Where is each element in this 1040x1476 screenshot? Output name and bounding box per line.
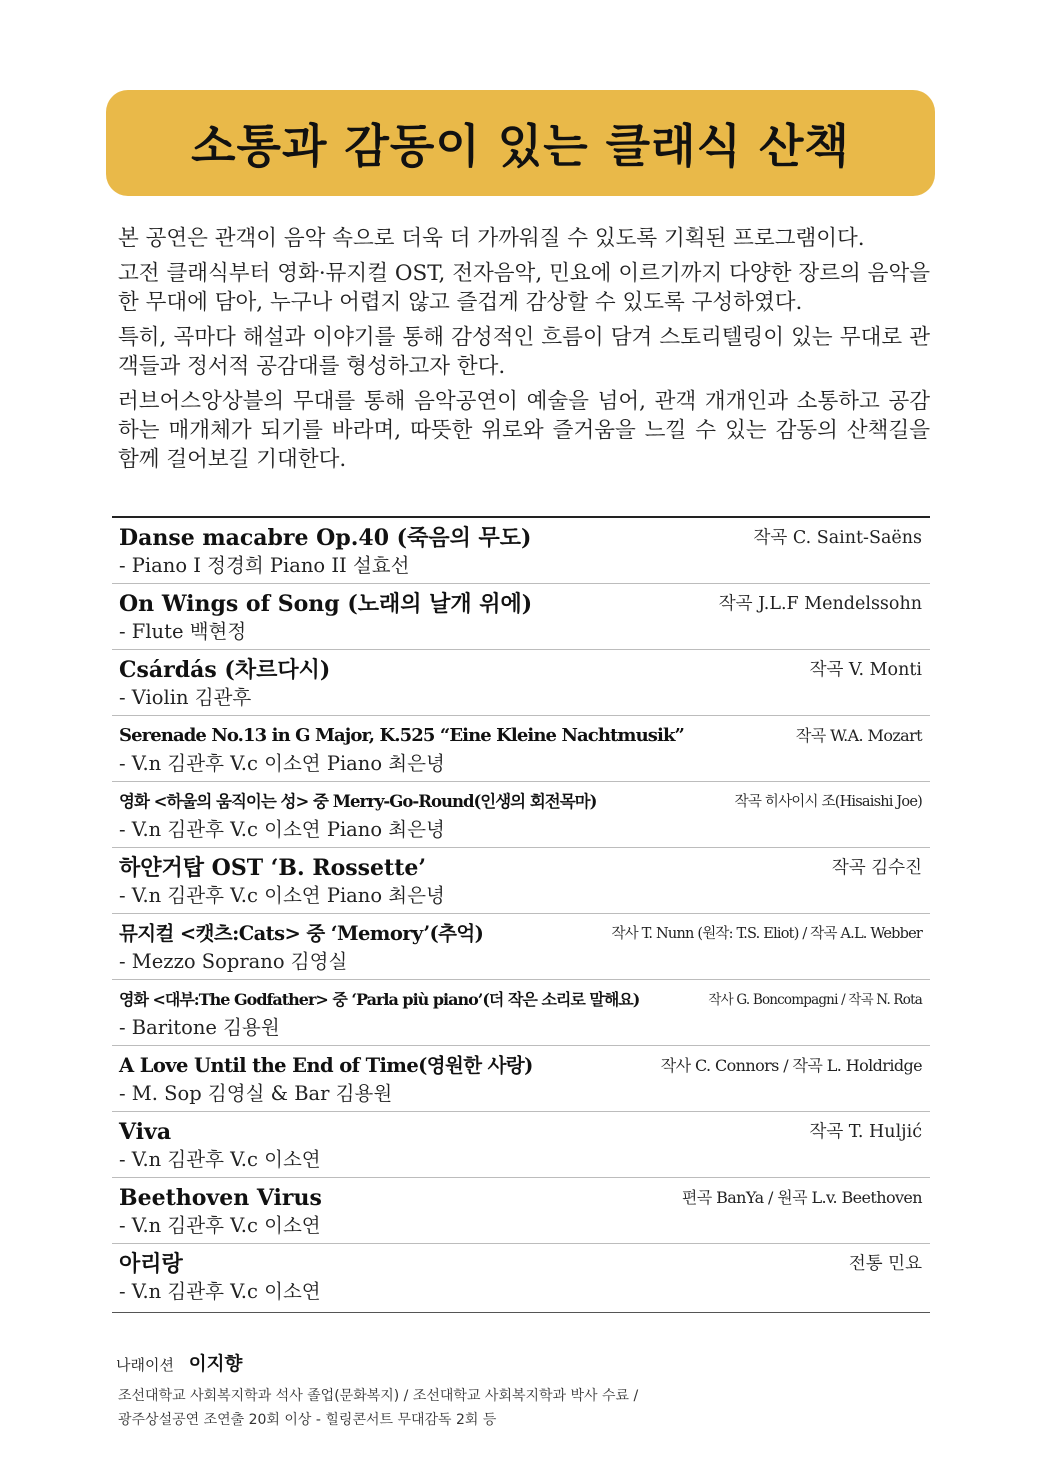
narrator-label: 나래이션 [116,1356,174,1374]
intro-paragraph-3: 특히, 곡마다 해설과 이야기를 통해 감성적인 흐름이 담겨 스토리텔링이 있는 무대로 관객들과 정서적 공감대를 형성하고자 한다. [118,325,930,379]
piece-performers: - V.n 김관후 V.c 이소연 [119,1280,321,1303]
piece-title: Csárdás (차르다시) [119,657,331,683]
page-title: 소통과 감동이 있는 클래식 산책 [191,119,850,173]
piece-performers: - Baritone 김용원 [119,1016,280,1039]
piece-performers: - Flute 백현정 [119,620,247,643]
piece-composer: 작사 G. Boncompagni / 작곡 N. Rota [708,992,922,1008]
narrator-heading [116,1350,931,1376]
program-list [112,516,930,1313]
piece-title: Beethoven Virus [119,1185,322,1211]
piece-composer: 작사 C. Connors / 작곡 L. Holdridge [660,1056,922,1075]
piece-composer: 작곡 히사이시 조(Hisaishi Joe) [734,794,922,810]
piece-title: 아리랑 [119,1251,183,1277]
piece-title: On Wings of Song (노래의 날개 위에) [119,591,533,617]
piece-performers: - V.n 김관후 V.c 이소연 Piano 최은녕 [119,884,445,907]
piece-composer: 작곡 T. Huljić [809,1122,922,1142]
program-item-danse-macabre [112,518,930,584]
piece-performers: - V.n 김관후 V.c 이소연 [119,1148,321,1171]
program-item-beethoven-virus [112,1178,930,1244]
piece-composer: 전통 민요 [848,1254,922,1274]
program-item-b-rossette [112,848,930,914]
piece-performers: - Piano I 정경희 Piano II 설효선 [119,554,410,577]
piece-composer: 작곡 W.A. Mozart [795,726,922,745]
narrator-bio [116,1384,931,1432]
program-item-merry-go-round [112,782,930,848]
piece-title: Viva [119,1119,172,1145]
piece-title: 영화 <대부:The Godfather> 중 ‘Parla più piano’(더 작은 소리로 말해요) [119,990,640,1009]
piece-title: A Love Until the End of Time(영원한 사랑) [119,1054,533,1077]
piece-composer: 작곡 C. Saint-Saëns [753,528,922,548]
piece-performers: - V.n 김관후 V.c 이소연 Piano 최은녕 [119,752,445,775]
intro-paragraph-1: 본 공연은 관객이 음악 속으로 더욱 더 가까워질 수 있도록 기획된 프로그램이다. [118,226,865,251]
piece-performers: - Violin 김관후 [119,686,252,709]
piece-title: Serenade No.13 in G Major, K.525 “Eine Kleine Nachtmusik” [119,725,684,746]
piece-title: 영화 <하울의 움직이는 성> 중 Merry-Go-Round(인생의 회전목마) [119,792,597,811]
narrator-bio-line: 조선대학교 사회복지학과 석사 졸업(문화복지) / 조선대학교 사회복지학과 박사 수료 / [118,1388,639,1404]
piece-composer: 작곡 V. Monti [809,660,922,680]
narrator-name: 이지향 [188,1354,243,1375]
piece-performers: - V.n 김관후 V.c 이소연 Piano 최은녕 [119,818,445,841]
program-item-serenade [112,716,930,782]
program-item-parla-piu-piano [112,980,930,1046]
piece-title: 하얀거탑 OST ‘B. Rossette’ [119,855,427,881]
piece-composer: 편곡 BanYa / 원곡 L.v. Beethoven [681,1188,922,1207]
narrator-section [116,1350,931,1432]
narrator-bio-line: 광주상설공연 조연출 20회 이상 - 힐링콘서트 무대감독 2회 등 [118,1412,497,1428]
piece-performers: - Mezzo Soprano 김영실 [119,950,348,973]
piece-composer: 작사 T. Nunn (원작: T.S. Eliot) / 작곡 A.L. Webber [611,926,922,942]
intro-paragraph-2: 고전 클래식부터 영화·뮤지컬 OST, 전자음악, 민요에 이르기까지 다양한 장르의 음악을 한 무대에 담아, 누구나 어렵지 않고 즐겁게 감상할 수 있도록 구성하였다. [118,261,930,315]
piece-performers: - M. Sop 김영실 & Bar 김용원 [119,1082,393,1105]
piece-composer: 작곡 김수진 [831,858,922,878]
program-item-viva [112,1112,930,1178]
program-item-memory [112,914,930,980]
piece-composer: 작곡 J.L.F Mendelssohn [718,594,922,614]
piece-performers: - V.n 김관후 V.c 이소연 [119,1214,321,1237]
piece-title: Danse macabre Op.40 (죽음의 무도) [119,525,532,551]
program-item-csardas [112,650,930,716]
program-item-a-love-until-the-end-of-time [112,1046,930,1112]
program-item-on-wings-of-song [112,584,930,650]
intro-text [118,224,930,480]
program-item-arirang [112,1244,930,1312]
title-banner [106,90,935,196]
intro-paragraph-4: 러브어스앙상블의 무대를 통해 음악공연이 예술을 넘어, 관객 개개인과 소통하고 공감하는 매개체가 되기를 바라며, 따뜻한 위로와 즐거움을 느낄 수 있는 감동의 산책길을 함께 걸어보길 기대한다. [118,389,930,472]
piece-title: 뮤지컬 <캣츠:Cats> 중 ‘Memory’(추억) [119,922,484,945]
